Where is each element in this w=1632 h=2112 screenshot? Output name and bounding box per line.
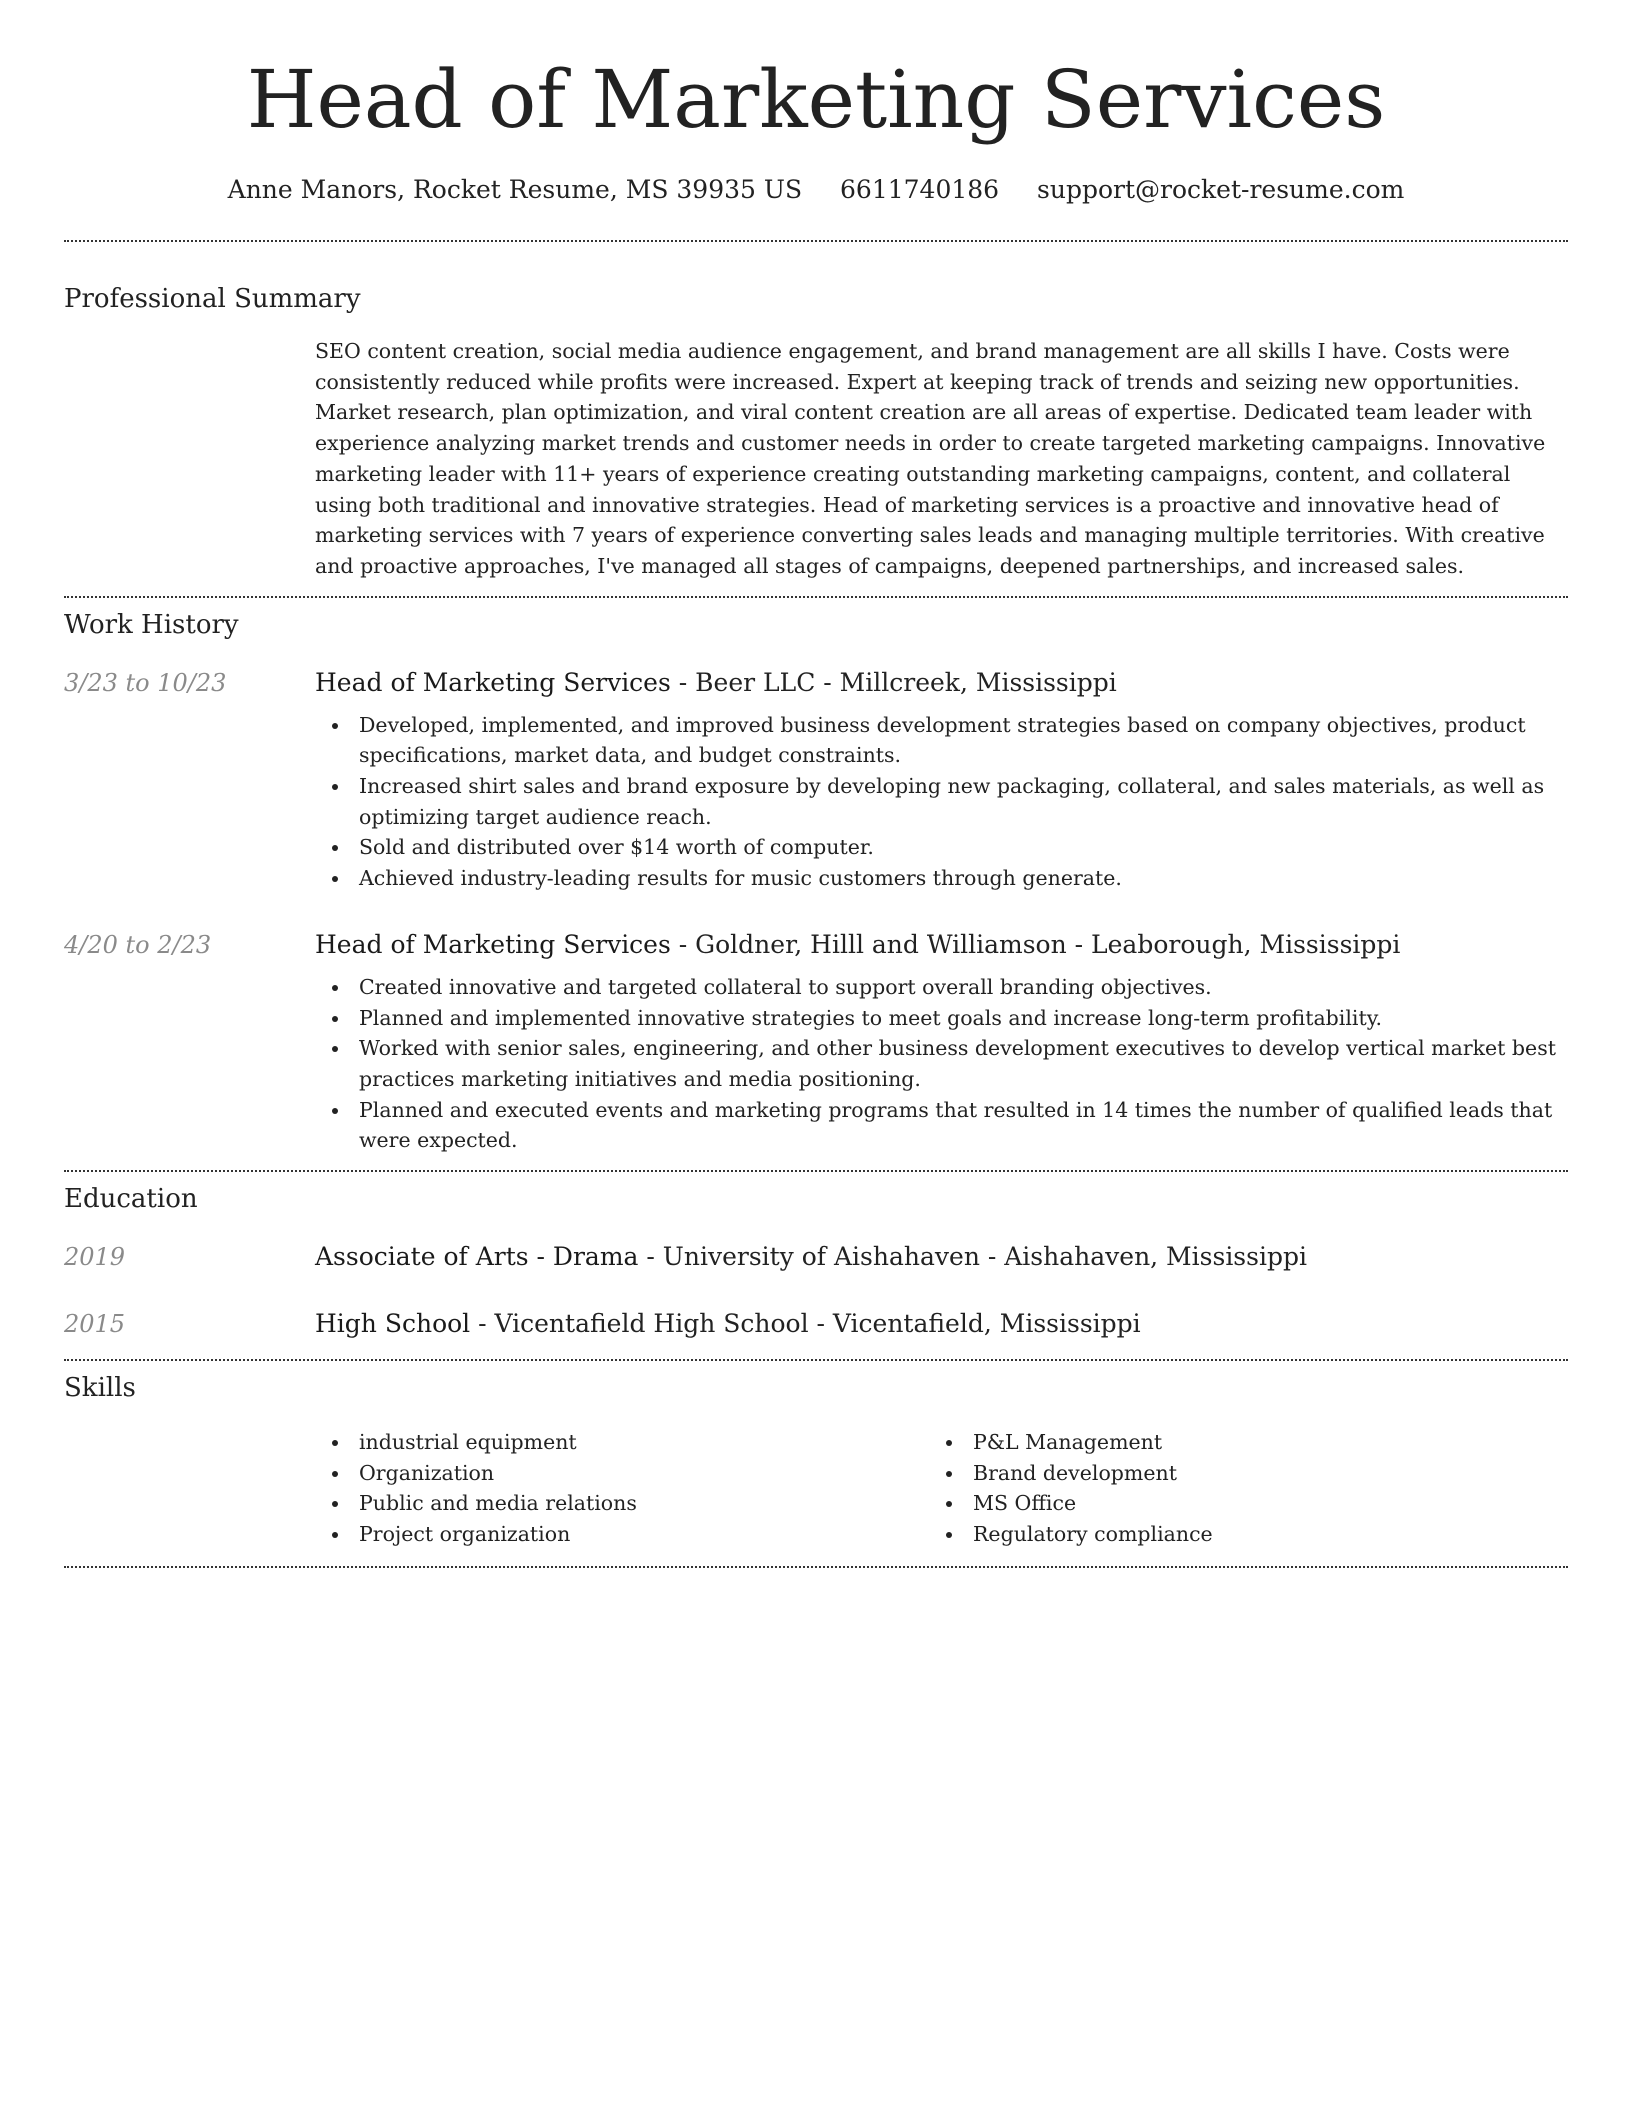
work-divider (64, 1170, 1568, 1172)
skills-list-left (315, 1427, 929, 1550)
job-entry (64, 666, 1568, 894)
job-company-location: - Beer LLC - Millcreek, Mississippi (670, 667, 1117, 697)
education-heading-line (315, 1307, 1568, 1341)
job-entry (64, 928, 1568, 1156)
list-item: industrial equipment (315, 1427, 929, 1458)
contact-phone: 6611740186 (840, 175, 1000, 204)
job-title: Head of Marketing Services (315, 667, 671, 697)
list-item: Planned and executed events and marketing programs that resulted in 14 times the number of qualified leads that were expected. (315, 1095, 1568, 1156)
list-item: Regulatory compliance (929, 1519, 1543, 1550)
resume-title: Head of Marketing Services (246, 53, 1386, 146)
education-year: 2019 (64, 1243, 126, 1272)
education-entry (64, 1307, 1568, 1341)
education-degree: Associate of Arts - Drama (315, 1242, 639, 1272)
contact-email: support@rocket-resume.com (1037, 175, 1405, 204)
list-item: Brand development (929, 1458, 1543, 1489)
education-school: - Vicentafield High School - Vicentafield, Mississippi (470, 1309, 1141, 1339)
job-heading (315, 928, 1568, 962)
header-divider (64, 240, 1568, 242)
job-company-location: - Goldner, Hilll and Williamson - Leaborough, Mississippi (670, 929, 1401, 959)
contact-line (64, 174, 1568, 206)
job-bullets (315, 972, 1568, 1156)
list-item: Achieved industry-leading results for music customers through generate. (315, 863, 1568, 894)
education-degree: High School (315, 1309, 471, 1339)
education-divider (64, 1359, 1568, 1361)
summary-heading: Professional Summary (64, 284, 361, 314)
list-item: Public and media relations (315, 1488, 929, 1519)
contact-address: Anne Manors, Rocket Resume, MS 39935 US (227, 175, 803, 204)
education-section (64, 1182, 1568, 1341)
list-item: Worked with senior sales, engineering, and other business development executives to develop vertical market best practices marketing initiatives and media positioning. (315, 1033, 1568, 1094)
job-title: Head of Marketing Services (315, 929, 671, 959)
list-item: Sold and distributed over $14 worth of computer. (315, 832, 1568, 863)
list-item: Developed, implemented, and improved business development strategies based on company objectives, product specifications, market data, and budget constraints. (315, 710, 1568, 771)
list-item: Organization (315, 1458, 929, 1489)
list-item: MS Office (929, 1488, 1543, 1519)
summary-divider (64, 596, 1568, 598)
skills-grid (315, 1427, 1568, 1550)
skills-list-right (929, 1427, 1543, 1550)
skills-heading: Skills (64, 1373, 136, 1404)
work-history-section (64, 608, 1568, 1156)
job-dates: 3/23 to 10/23 (64, 668, 227, 697)
education-entry (64, 1240, 1568, 1274)
job-heading (315, 666, 1568, 700)
list-item: Project organization (315, 1519, 929, 1550)
education-heading: Education (64, 1184, 198, 1215)
job-bullets (315, 710, 1568, 894)
list-item: Increased shirt sales and brand exposure by developing new packaging, collateral, and sales materials, as well as optimizing target audience reach. (315, 771, 1568, 832)
education-year: 2015 (64, 1310, 126, 1339)
education-heading-line (315, 1240, 1568, 1274)
list-item: Planned and implemented innovative strategies to meet goals and increase long-term profitability. (315, 1003, 1568, 1034)
summary-text: SEO content creation, social media audience engagement, and brand management are all skills I have. Costs were consistently reduced while profits were increased. Expert at keeping track of trends and seizing new opportunities. Market research, plan optimization, and viral content creation are all areas of expertise. Dedicated team leader with experience analyzing market trends and customer needs in order to create targeted marketing campaigns. Innovative marketing leader with 11+ years of experience creating outstanding marketing campaigns, content, and collateral using both traditional and innovative strategies. Head of marketing services is a proactive and innovative head of marketing services with 7 years of experience converting sales leads and managing multiple territories. With creative and proactive approaches, I've managed all stages of campaigns, deepened partnerships, and increased sales. (315, 339, 1546, 578)
job-dates: 4/20 to 2/23 (64, 930, 212, 959)
list-item: P&L Management (929, 1427, 1543, 1458)
education-school: - University of Aishahaven - Aishahaven, Mississippi (638, 1242, 1307, 1272)
skills-section (64, 1371, 1568, 1550)
list-item: Created innovative and targeted collateral to support overall branding objectives. (315, 972, 1568, 1003)
skills-divider (64, 1566, 1568, 1568)
work-history-heading: Work History (64, 609, 239, 640)
summary-section (64, 282, 1568, 582)
